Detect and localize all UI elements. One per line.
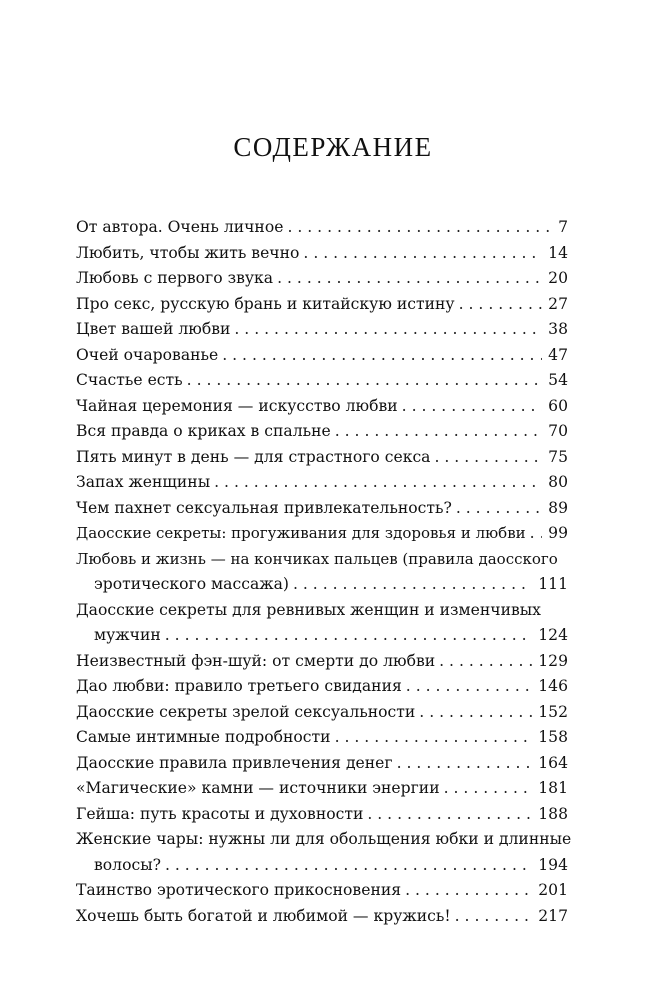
toc-entry [76,394,568,420]
toc-entry-page: 14 [548,243,568,262]
dot-leader [530,521,543,547]
dot-leader [303,241,542,267]
dot-leader [402,394,543,420]
toc-entry-title: Запах женщины [76,473,211,491]
toc-entry-page: 54 [548,371,568,389]
dot-leader [405,878,532,904]
toc-entry-title: Даосские секреты зрелой сексуальности [76,702,416,721]
dot-leader [406,674,532,700]
toc-entry-page: 124 [538,626,568,644]
toc-entry-page: 7 [558,218,568,236]
toc-entry-page: 158 [538,728,568,746]
dot-leader [419,700,532,726]
dot-leader [165,623,532,649]
toc-entry-page: 27 [548,294,568,313]
toc-entry-title-line1: Даосские секреты для ревнивых женщин и изменчивых [76,600,541,619]
toc-entry-page: 80 [548,473,568,491]
toc-entry [76,802,568,828]
toc-entry-page: 188 [538,804,568,823]
toc-entry [76,496,568,522]
toc-entry-title: Чайная церемония — искусство любви [76,396,398,415]
toc-entry [76,725,568,751]
toc-entry [76,674,568,700]
toc-entry [76,776,568,802]
toc-entry-title: Вся правда о криках в спальне [76,422,331,440]
toc-entry [76,419,568,445]
dot-leader [397,751,533,777]
toc-entry-page: 152 [538,702,568,721]
toc-entry-title: Про секс, русскую брань и китайскую истину [76,294,455,313]
dot-leader [293,572,532,598]
toc-entry-page: 70 [548,422,568,440]
toc-entry [76,445,568,471]
toc-entry-page: 201 [538,881,568,899]
dot-leader [222,343,542,369]
toc-entry-page: 38 [548,320,568,338]
dot-leader [187,368,543,394]
toc-entry [76,470,568,496]
toc-entry [76,292,568,318]
dot-leader [214,470,542,496]
toc-entry-page: 20 [548,269,568,287]
page-title: СОДЕРЖАНИЕ [233,132,433,163]
toc-entry-title: Пять минут в день — для страстного секса [76,447,431,466]
toc-entry [76,241,568,267]
toc-entry-title-line2: эротического массажа) [94,575,289,593]
toc-entry [76,751,568,777]
toc-entry-title: Таинство эротического прикосновения [76,881,402,899]
toc-entry [76,215,568,241]
toc-entry-title: Самые интимные подробности [76,728,331,746]
toc-entry [76,368,568,394]
toc-entry-page: 181 [538,779,568,797]
table-of-contents [76,215,572,929]
toc-entry-title: Даосские правила привлечения денег [76,753,393,772]
toc-entry-page: 47 [548,345,568,364]
dot-leader [335,725,533,751]
toc-entry-title: Неизвестный фэн-шуй: от смерти до любви [76,651,436,670]
toc-entry-title: Очей очарованье [76,345,219,364]
toc-entry [76,547,568,598]
toc-entry-title-line2: волосы? [94,855,161,874]
toc-entry-title: Цвет вашей любви [76,320,231,338]
dot-leader [444,776,533,802]
dot-leader [459,292,543,318]
toc-entry-page: 164 [538,753,568,772]
toc-entry-title: Дао любви: правило третьего свидания [76,677,402,695]
toc-entry-page: 75 [548,447,568,466]
toc-entry-title: Даосские секреты: прогуживания для здоровья и любви [76,524,526,542]
toc-entry [76,317,568,343]
toc-entry-page: 111 [538,575,568,593]
toc-entry-title: От автора. Очень личное [76,218,284,236]
toc-entry [76,878,568,904]
toc-entry [76,266,568,292]
dot-leader [367,802,532,828]
toc-entry-title: Любить, чтобы жить вечно [76,243,300,262]
toc-entry-title-line1: Любовь и жизнь — на кончиках пальцев (правила даосского [76,549,558,568]
toc-entry-title: «Магические» камни — источники энергии [76,779,440,797]
toc-entry [76,904,568,930]
dot-leader [287,215,552,241]
dot-leader [277,266,542,292]
toc-entry-page: 129 [538,651,568,670]
dot-leader [335,419,542,445]
dot-leader [456,496,542,522]
toc-entry [76,343,568,369]
toc-entry-title-line1: Женские чары: нужны ли для обольщения юбки и длинные [76,830,572,848]
toc-entry-page: 99 [548,524,568,542]
toc-entry-page: 194 [538,855,568,874]
dot-leader [434,445,542,471]
dot-leader [439,649,532,675]
dot-leader [455,904,533,930]
dot-leader [165,853,532,879]
toc-entry-title: Гейша: путь красоты и духовности [76,804,364,823]
toc-entry-title: Любовь с первого звука [76,269,274,287]
toc-entry [76,521,568,547]
toc-entry-page: 146 [538,677,568,695]
toc-entry-title: Счастье есть [76,371,183,389]
toc-entry-title: Чем пахнет сексуальная привлекательность? [76,498,452,517]
toc-entry-page: 89 [548,498,568,517]
toc-entry-title: Хочешь быть богатой и любимой — кружись! [76,906,451,925]
toc-entry-page: 217 [538,906,568,925]
toc-entry-page: 60 [548,396,568,415]
dot-leader [234,317,542,343]
toc-entry-title-line2: мужчин [94,626,161,644]
toc-entry [76,827,572,878]
toc-entry [76,700,568,726]
toc-entry [76,649,568,675]
toc-entry [76,598,568,649]
